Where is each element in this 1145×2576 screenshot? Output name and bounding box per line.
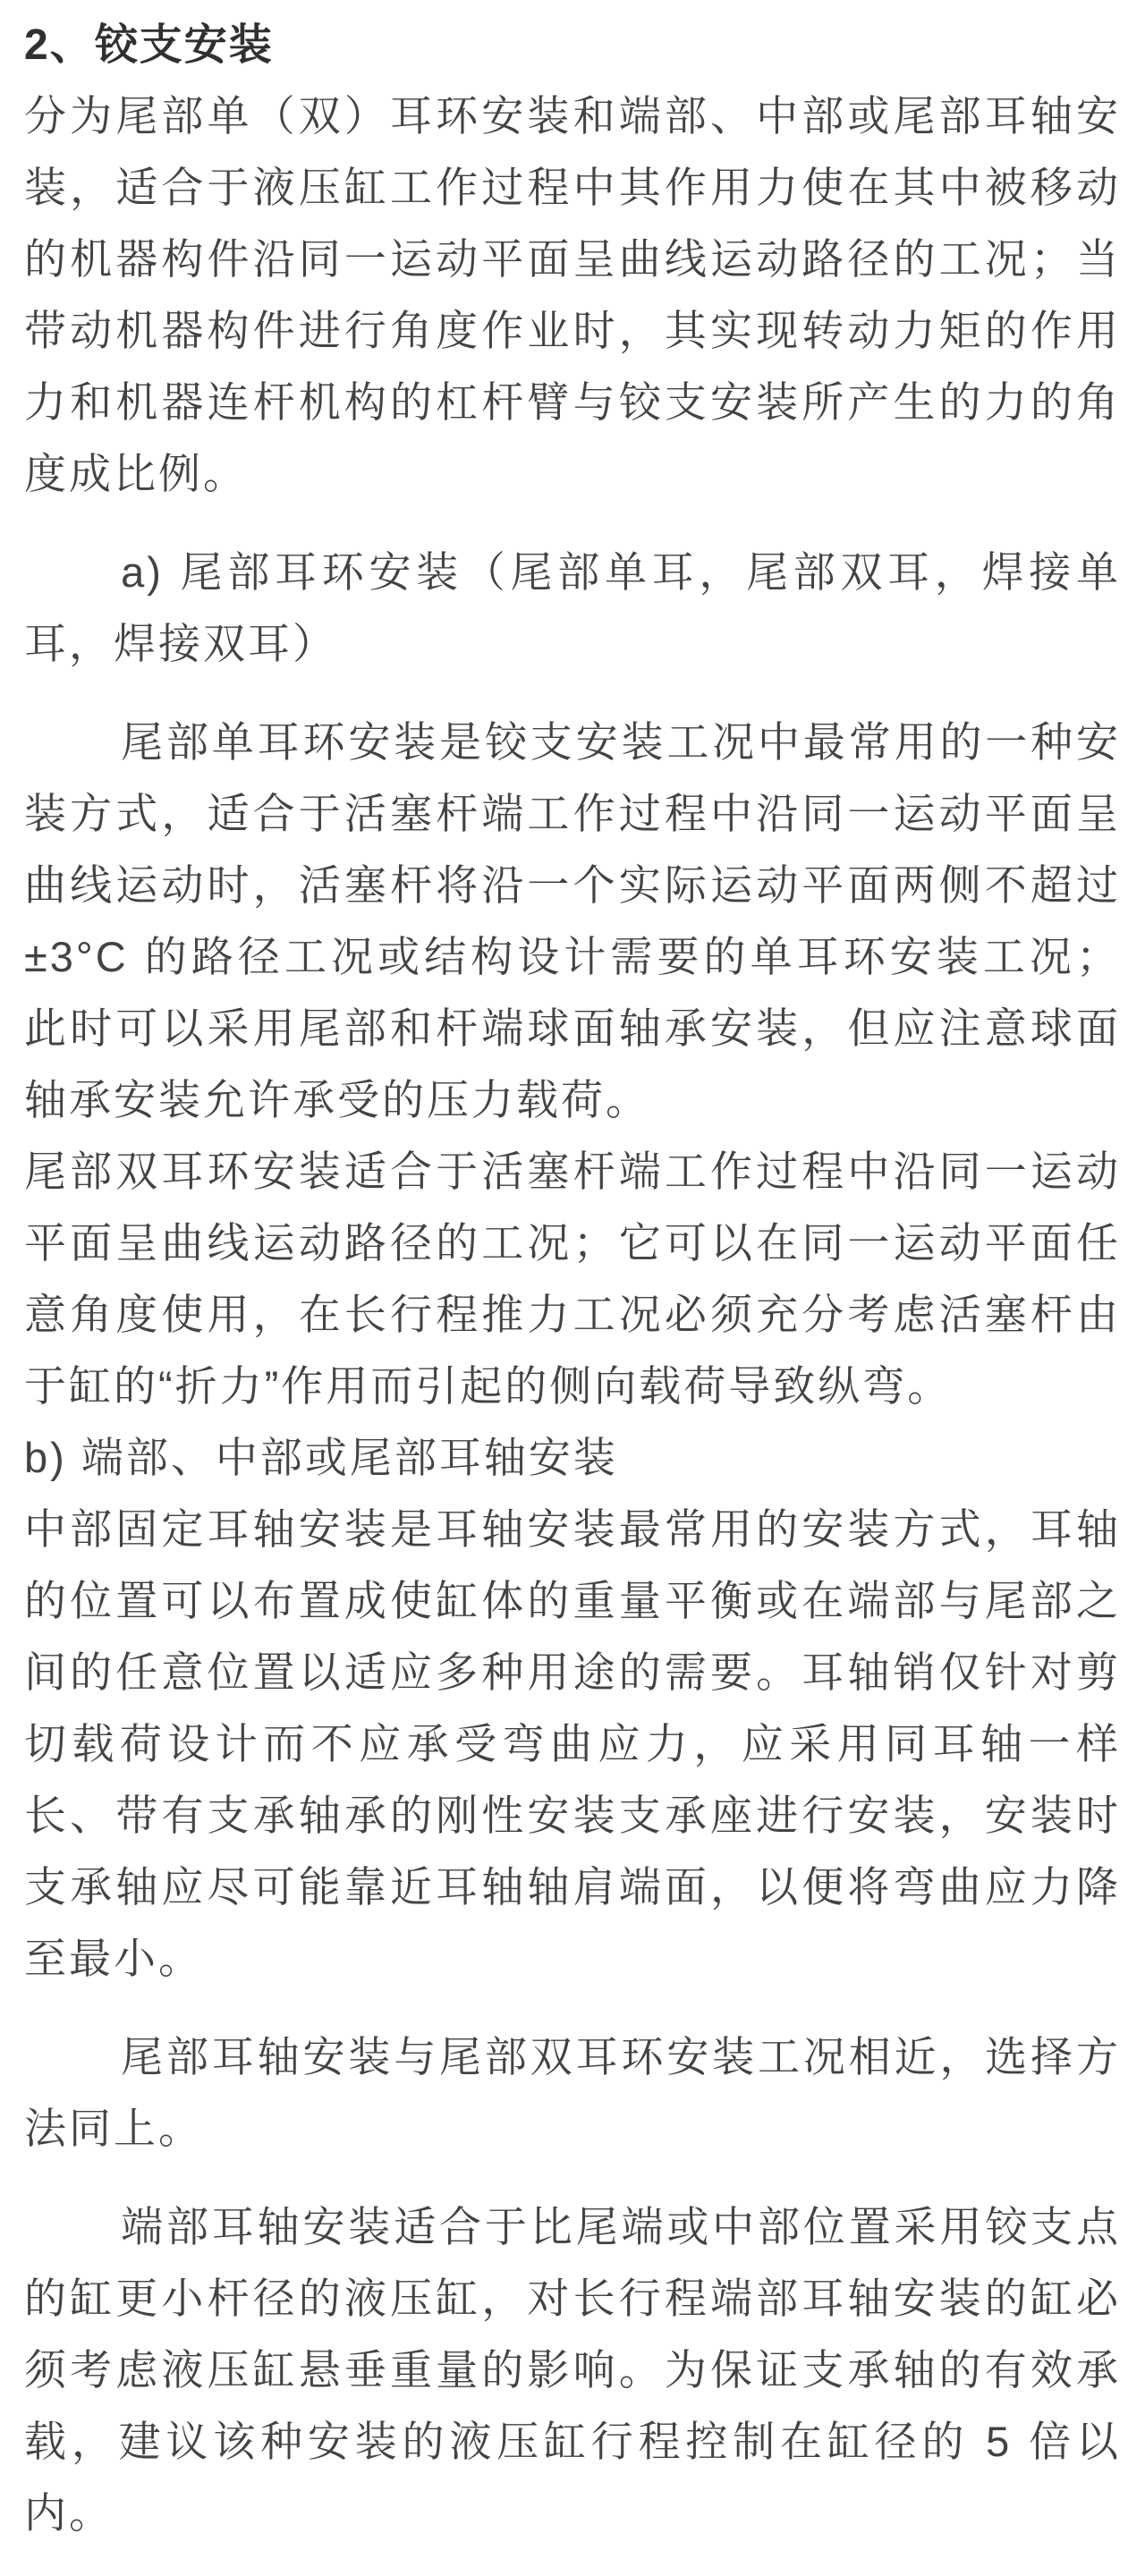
paragraph-item-a-heading: a) 尾部耳环安装（尾部单耳，尾部双耳，焊接单耳，焊接双耳） [24, 548, 1121, 667]
paragraph-tail-double-eye: 尾部双耳环安装适合于活塞杆端工作过程中沿同一运动平面呈曲线运动路径的工况；它可以在同一运动平面任意角度使用，在长行程推力工况必须充分考虑活塞杆由于缸的“折力”作用而引起的侧向载荷导致纵弯。 [24, 1148, 1121, 1410]
paragraph-end-trunnion: 端部耳轴安装适合于比尾端或中部位置采用铰支点的缸更小杆径的液压缸，对长行程端部耳轴安装的缸必须考虑液压缸悬垂重量的影响。为保证支承轴的有效承载，建议该种安装的液压缸行程控制在缸径的 5 倍以内。 [24, 2203, 1121, 2537]
paragraph-tail-trunnion: 尾部耳轴安装与尾部双耳环安装工况相近，选择方法同上。 [24, 2033, 1121, 2152]
paragraph-intro: 分为尾部单（双）耳环安装和端部、中部或尾部耳轴安装，适合于液压缸工作过程中其作用力使在其中被移动的机器构件沿同一运动平面呈曲线运动路径的工况；当带动机器构件进行角度作业时，其实现转动力矩的作用力和机器连杆机构的杠杆臂与铰支安装所产生的力的角度成比例。 [24, 92, 1121, 497]
paragraph-mid-trunnion: 中部固定耳轴安装是耳轴安装最常用的安装方式，耳轴的位置可以布置成使缸体的重量平衡或在端部与尾部之间的任意位置以适应多种用途的需要。耳轴销仅针对剪切载荷设计而不应承受弯曲应力，应采用同耳轴一样长、带有支承轴承的刚性安装支承座进行安装，安装时支承轴应尽可能靠近耳轴轴肩端面，以便将弯曲应力降至最小。 [24, 1505, 1121, 1982]
paragraph-item-b-heading: b) 端部、中部或尾部耳轴安装 [24, 1434, 618, 1481]
paragraph-tail-single-eye: 尾部单耳环安装是铰支安装工况中最常用的一种安装方式，适合于活塞杆端工作过程中沿同一运动平面呈曲线运动时，活塞杆将沿一个实际运动平面两侧不超过 ±3°C 的路径工况或结构设计需要的单耳环安装工况；此时可以采用尾部和杆端球面轴承安装，但应注意球面轴承安装允许承受的压力载荷。 [24, 718, 1121, 1123]
section-title: 2、铰支安装 [24, 21, 274, 69]
